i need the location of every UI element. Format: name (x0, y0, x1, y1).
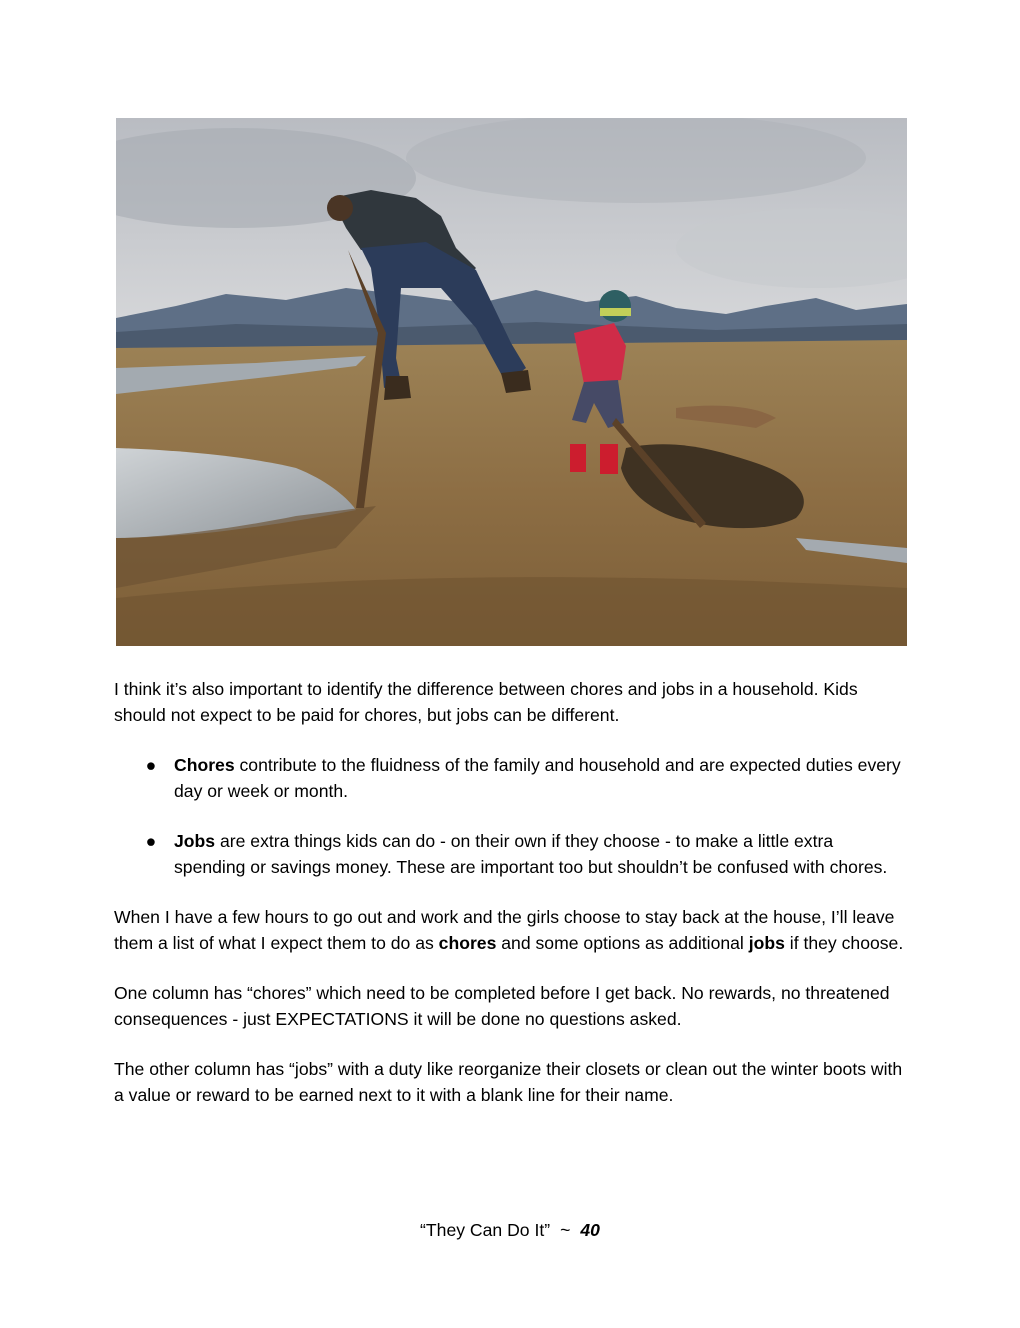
bullet-icon: ● (145, 755, 157, 775)
page-number: 40 (580, 1220, 600, 1240)
paragraph-chores-column: One column has “chores” which need to be completed before I get back. No rewards, no threatened consequences - just EXPECTATIONS it will be done no questions asked. (114, 983, 890, 1029)
paragraph-list-explanation (114, 905, 909, 956)
paragraph-jobs-column: The other column has “jobs” with a duty like reorganize their closets or clean out the winter boots with a value or reward to be earned next to it with a blank line for their name. (114, 1059, 903, 1105)
bullet-icon: ● (145, 831, 157, 851)
photo-father-daughter-digging-ditch (116, 118, 907, 646)
paragraph-intro: I think it’s also important to identify the difference between chores and jobs in a household. Kids should not expect to be paid for chores, but jobs can be different. (114, 679, 858, 725)
paragraph-2-bold-jobs: jobs (748, 932, 785, 953)
body-text (114, 677, 909, 1133)
term-chores: Chores (174, 755, 235, 775)
footer-separator: ~ (560, 1220, 571, 1240)
footer-book-title: “They Can Do It” (420, 1220, 551, 1240)
term-jobs: Jobs (174, 831, 216, 851)
definition-jobs: are extra things kids can do - on their own if they choose - to make a little extra spending or savings money. These are important too but shouldn’t be confused with chores. (174, 831, 888, 877)
chores-jobs-list (114, 753, 909, 880)
paragraph-2-bold-chores: chores (438, 932, 497, 953)
definition-chores: contribute to the fluidness of the family and household and are expected duties every day or week or month. (174, 755, 901, 801)
paragraph-2-text-b: and some options as additional (496, 932, 749, 953)
list-item-chores (114, 753, 909, 804)
list-item-jobs (114, 829, 909, 880)
paragraph-2-text-c: if they choose. (784, 932, 904, 953)
page-footer (0, 1218, 1020, 1243)
paragraph-2-text-a: When I have a few hours to go out and work and the girls choose to stay back at the house, I’ll leave them a list of what I expect them to do as (114, 907, 895, 953)
